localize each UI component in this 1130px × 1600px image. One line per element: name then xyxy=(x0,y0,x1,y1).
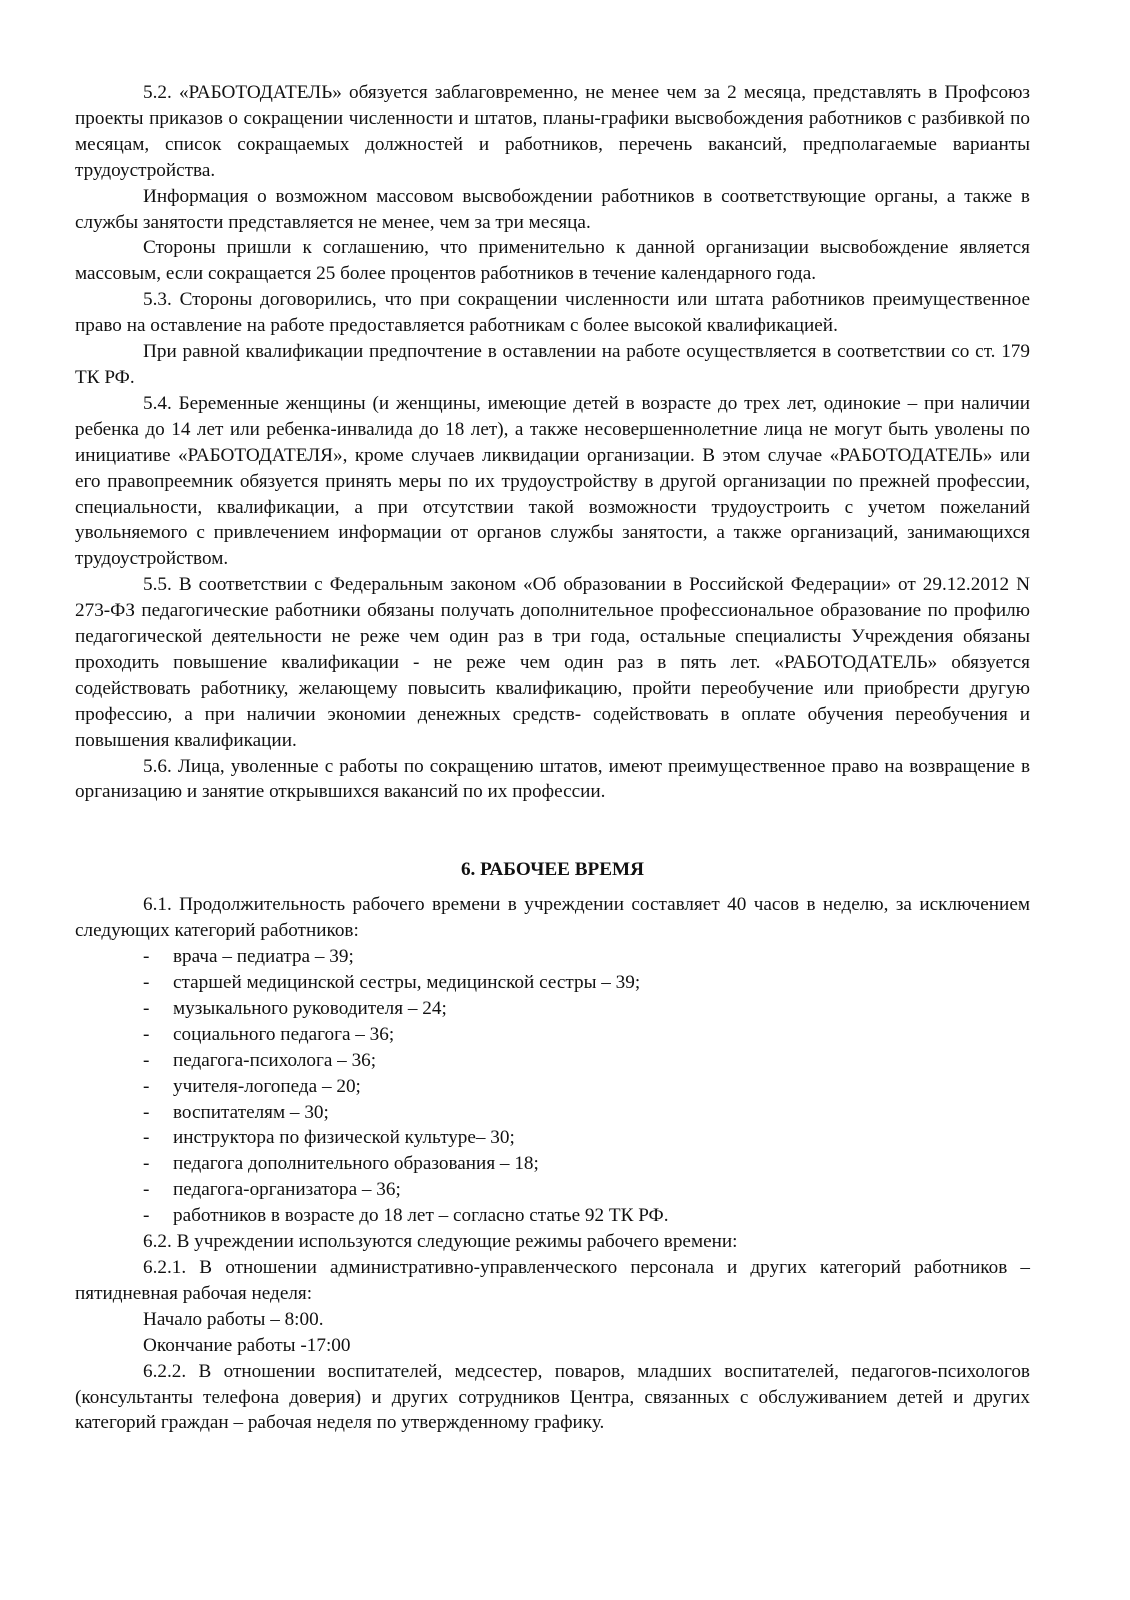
dash-bullet: - xyxy=(143,1049,150,1071)
paragraph-5-4: 5.4. Беременные женщины (и женщины, имеющие детей в возрасте до трех лет, одинокие – при наличии ребенка до 14 лет или ребенка-инвалида до 18 лет), а также несовершеннолетние лица не могут быть уволены по инициативе «РАБОТОДАТЕЛЯ», кроме случаев ликвидации организации. В этом случае «РАБОТОДАТЕЛЬ» или его правопреемник обязуется принять меры по их трудоустройству в другой организации по прежней профессии, специальности, квалификации, а при отсутствии такой возможности трудоустроить с учетом пожеланий увольняемого с привлечением информации от органов службы занятости, а также организаций, занимающихся трудоустройством. xyxy=(75,392,1030,570)
dash-bullet: - xyxy=(143,1205,150,1227)
list-item: - педагога-организатора – 36; xyxy=(75,1177,1030,1203)
dash-bullet: - xyxy=(143,1101,150,1123)
paragraph-equal-qualification: При равной квалификации предпочтение в оставлении на работе осуществляется в соответствии со ст. 179 ТК РФ. xyxy=(75,341,1030,388)
paragraph-6-2: 6.2. В учреждении используются следующие режимы рабочего времени: xyxy=(143,1231,738,1253)
paragraph-5-2: 5.2. «РАБОТОДАТЕЛЬ» обязуется заблаговременно, не менее чем за 2 месяца, представлять в Профсоюз проекты приказов о сокращении численности и штатов, планы-графики высвобождения работников с разбивкой по месяцам, список сокращаемых должностей и работников, перечень вакансий, предполагаемые варианты трудоустройства. xyxy=(75,82,1030,181)
paragraph-5-3: 5.3. Стороны договорились, что при сокращении численности или штата работников преимущественное право на оставление на работе предоставляется работникам с более высокой квалификацией. xyxy=(75,289,1030,337)
list-item: - воспитателям – 30; xyxy=(75,1100,1030,1126)
list-item: - педагога дополнительного образования – 18; xyxy=(75,1151,1030,1177)
list-item: - работников в возрасте до 18 лет – согласно статье 92 ТК РФ. xyxy=(75,1203,1030,1229)
paragraph-5-5: 5.5. В соответствии с Федеральным законом «Об образовании в Российской Федерации» от 29.12.2012 N 273-ФЗ педагогические работники обязаны получать дополнительное профессиональное образование по профилю педагогической деятельности не реже чем один раз в три года, остальные специалисты Учреждения обязаны проходить повышение квалификации - не реже чем один раз в пять лет. «РАБОТОДАТЕЛЬ» обязуется содействовать работнику, желающему повысить квалификацию, пройти переобучение или приобрести другую профессию, а при наличии экономии денежных средств- содействовать в оплате обучения переобучения и повышения квалификации. xyxy=(75,574,1030,751)
paragraph-6-1: 6.1. Продолжительность рабочего времени в учреждении составляет 40 часов в неделю, за исключением следующих категорий работников: xyxy=(75,894,1030,942)
dash-bullet: - xyxy=(143,1127,150,1149)
list-item: - инструктора по физической культуре– 30; xyxy=(75,1125,1030,1151)
list-item: - врача – педиатра – 39; xyxy=(75,944,1030,970)
list-item: - педагога-психолога – 36; xyxy=(75,1048,1030,1074)
list-item: - учителя-логопеда – 20; xyxy=(75,1074,1030,1100)
dash-bullet: - xyxy=(143,997,150,1019)
dash-bullet: - xyxy=(143,1023,150,1045)
dash-bullet: - xyxy=(143,1153,150,1175)
list-item: - старшей медицинской сестры, медицинской сестры – 39; xyxy=(75,970,1030,996)
paragraph-mass-release-info: Информация о возможном массовом высвобождении работников в соответствующие органы, а также в службы занятости представляется не менее, чем за три месяца. xyxy=(75,185,1030,233)
working-hours-list xyxy=(75,944,1030,1229)
paragraph-6-2-1: 6.2.1. В отношении административно-управленческого персонала и других категорий работников – пятидневная рабочая неделя: xyxy=(75,1256,1030,1304)
list-item: - музыкального руководителя – 24; xyxy=(75,996,1030,1022)
paragraph-6-2-2: 6.2.2. В отношении воспитателей, медсестер, поваров, младших воспитателей, педагогов-психологов (консультанты телефона доверия) и других сотрудников Центра, связанных с обслуживанием детей и других категорий граждан – рабочая неделя по утвержденному графику. xyxy=(75,1360,1030,1434)
work-end-time: Окончание работы -17:00 xyxy=(143,1334,351,1356)
paragraph-5-6: 5.6. Лица, уволенные с работы по сокращению штатов, имеют преимущественное право на возвращение в организацию и занятие открывшихся вакансий по их профессии. xyxy=(75,755,1030,803)
dash-bullet: - xyxy=(143,972,150,993)
dash-bullet: - xyxy=(143,1179,150,1201)
list-item: - социального педагога – 36; xyxy=(75,1022,1030,1048)
document-page xyxy=(75,80,1030,1436)
work-start-time: Начало работы – 8:00. xyxy=(143,1308,324,1330)
paragraph-mass-release-definition: Стороны пришли к соглашению, что применительно к данной организации высвобождение является массовым, если сокращается 25 более процентов работников в течение календарного года. xyxy=(75,237,1030,285)
dash-bullet: - xyxy=(143,946,150,968)
dash-bullet: - xyxy=(143,1075,150,1097)
section-heading-working-time: 6. РАБОЧЕЕ ВРЕМЯ xyxy=(460,859,645,881)
